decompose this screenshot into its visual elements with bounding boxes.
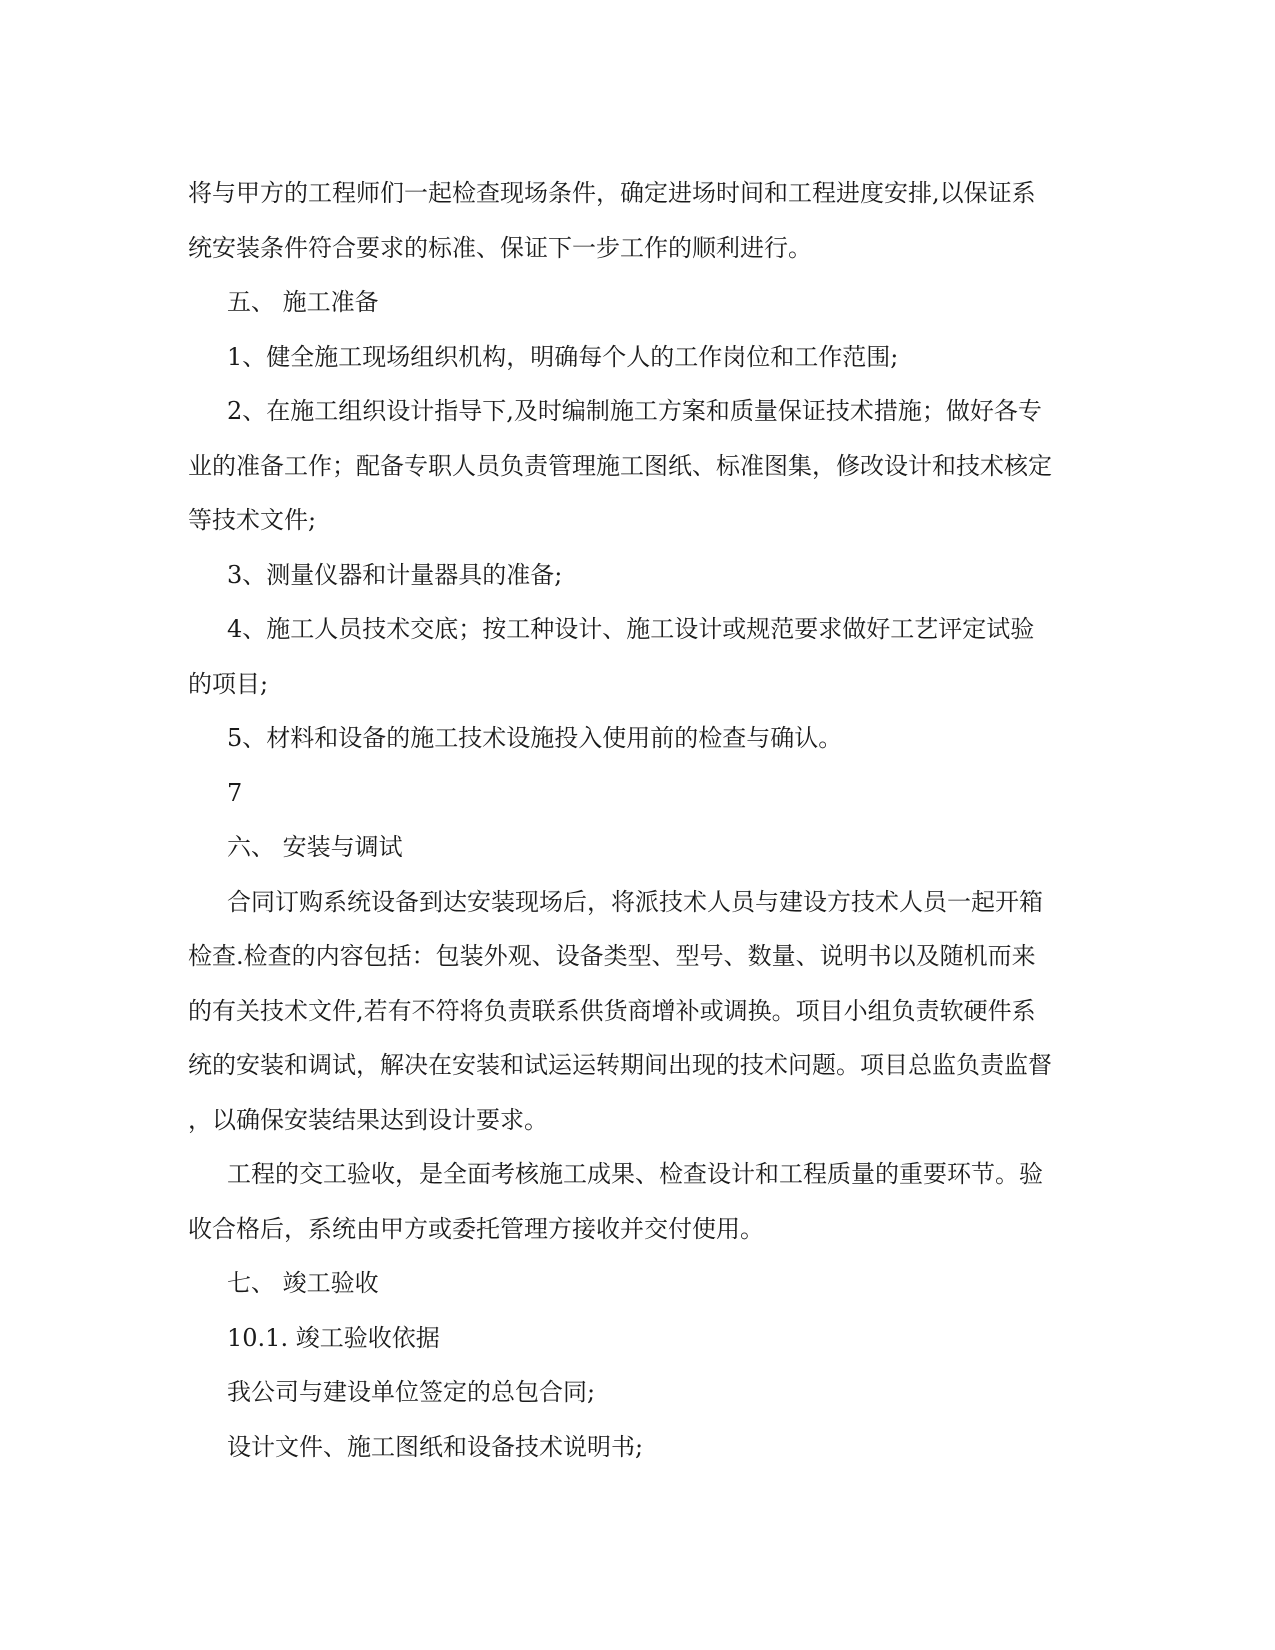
text-line: 的有关技术文件,若有不符将负责联系供货商增补或调换。项目小组负责软硬件系 xyxy=(188,996,1036,1025)
paragraph-line: 设计文件、施工图纸和设备技术说明书; xyxy=(227,1432,644,1461)
text-line: 检查.检查的内容包括：包装外观、设备类型、型号、数量、说明书以及随机而来 xyxy=(188,942,1036,970)
text-line: 统的安装和调试，解决在安装和试运运转期间出现的技术问题。项目总监负责监督 xyxy=(188,1051,1052,1079)
paragraph-line: 合同订购系统设备到达安装现场后，将派技术人员与建设方技术人员一起开箱 xyxy=(227,887,1043,916)
text-line: 统安装条件符合要求的标准、保证下一步工作的顺利进行。 xyxy=(188,233,812,262)
section-heading: 五、 施工准备 xyxy=(227,288,379,316)
list-item: 4、施工人员技术交底；按工种设计、施工设计或规范要求做好工艺评定试验 xyxy=(227,615,1035,643)
paragraph-line: 工程的交工验收，是全面考核施工成果、检查设计和工程质量的重要环节。验 xyxy=(227,1160,1043,1188)
text-line: 等技术文件; xyxy=(188,506,317,534)
section-heading: 七、 竣工验收 xyxy=(227,1269,379,1297)
page-number: 7 xyxy=(227,778,243,807)
list-item: 2、在施工组织设计指导下,及时编制施工方案和质量保证技术措施；做好各专 xyxy=(227,397,1042,425)
list-item: 5、材料和设备的施工技术设施投入使用前的检查与确认。 xyxy=(227,724,843,752)
text-line: ，以确保安装结果达到设计要求。 xyxy=(188,1105,548,1134)
list-item: 3、测量仪器和计量器具的准备; xyxy=(227,560,563,589)
text-line: 业的准备工作；配备专职人员负责管理施工图纸、标准图集，修改设计和技术核定 xyxy=(188,451,1052,480)
text-line: 将与甲方的工程师们一起检查现场条件，确定进场时间和工程进度安排,以保证系 xyxy=(188,179,1036,207)
section-heading: 六、 安装与调试 xyxy=(227,833,403,861)
text-line: 的项目; xyxy=(188,669,269,698)
paragraph-line: 我公司与建设单位签定的总包合同; xyxy=(227,1378,596,1406)
document-body xyxy=(188,166,1088,1474)
text-line: 收合格后，系统由甲方或委托管理方接收并交付使用。 xyxy=(188,1214,764,1243)
subsection-heading: 10.1. 竣工验收依据 xyxy=(227,1323,440,1352)
list-item: 1、健全施工现场组织机构，明确每个人的工作岗位和工作范围; xyxy=(227,342,899,371)
